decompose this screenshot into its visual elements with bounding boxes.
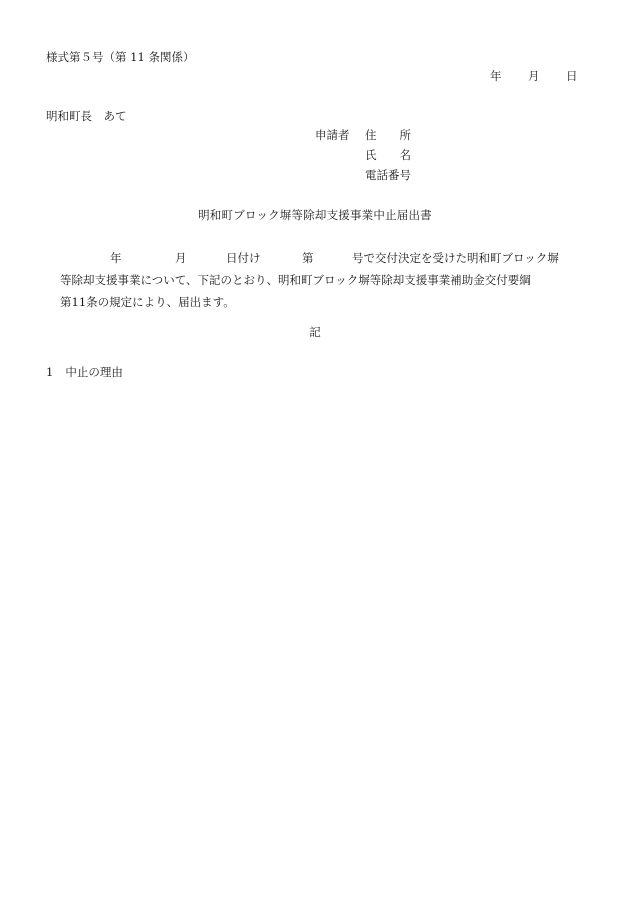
form-number: 様式第５号（第 11 条関係） <box>46 50 195 64</box>
body-line2-text: 等除却支援事業について、下記のとおり、明和町ブロック塀等除却支援事業補助金交付要綱 <box>60 273 531 287</box>
applicant-phone-row <box>315 170 411 182</box>
body-line-3 <box>45 291 585 313</box>
item-number: 1 <box>46 365 54 379</box>
applicant-name-row <box>315 150 411 162</box>
document-title: 明和町ブロック塀等除却支援事業中止届出書 <box>198 208 432 222</box>
address-label: 住 所 <box>365 128 411 142</box>
item-label: 中止の理由 <box>65 365 123 379</box>
body-paragraph <box>45 247 585 313</box>
name-label: 氏 名 <box>365 148 411 162</box>
body-number-prefix: 第 <box>302 251 314 265</box>
date-day-label: 日 <box>566 69 578 83</box>
applicant-role: 申請者 <box>315 128 350 142</box>
phone-label: 電話番号 <box>365 168 411 182</box>
addressee: 明和町長 あて <box>46 109 127 123</box>
body-line3-text: 第11条の規定により、届出ます。 <box>60 295 235 309</box>
body-line-2 <box>45 269 585 291</box>
ki-heading: 記 <box>309 325 321 339</box>
body-line-1 <box>45 247 585 269</box>
body-dated-label: 日付け <box>226 251 261 265</box>
applicant-address-row <box>315 130 411 142</box>
list-item <box>46 367 123 379</box>
date-year-label: 年 <box>490 69 502 83</box>
date-month-label: 月 <box>528 69 540 83</box>
body-year-label: 年 <box>110 251 122 265</box>
body-month-label: 月 <box>175 251 187 265</box>
body-line1-rest: 号で交付決定を受けた明和町ブロック塀 <box>352 251 559 265</box>
